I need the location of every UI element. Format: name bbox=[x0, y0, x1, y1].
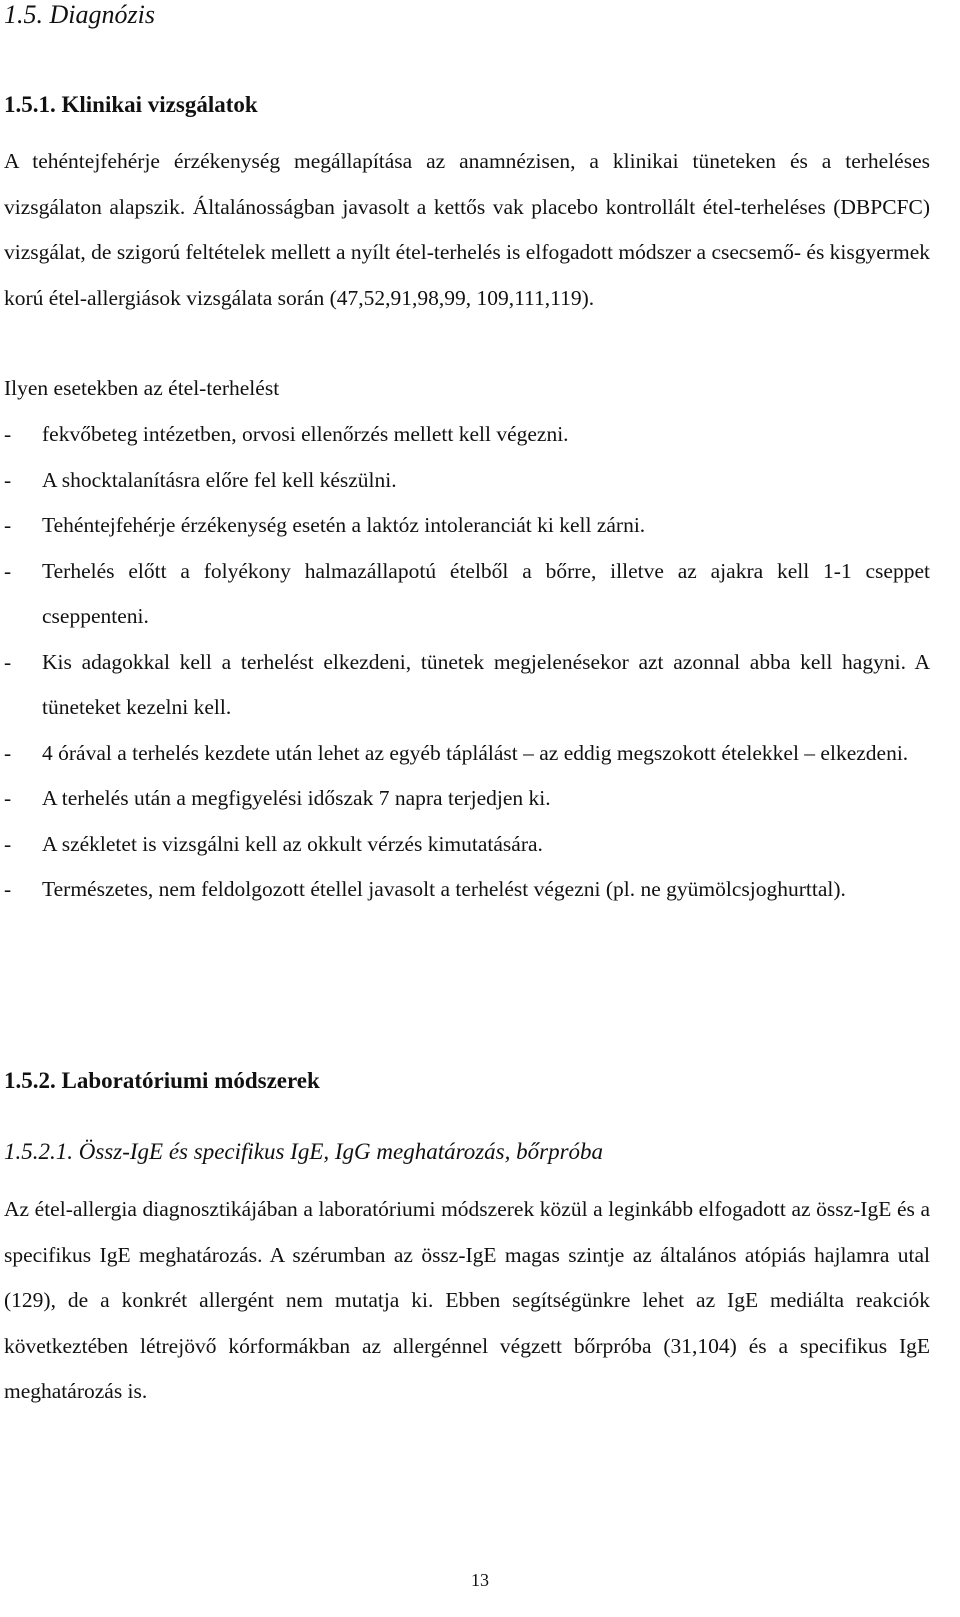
list-item bbox=[4, 412, 930, 458]
page-number: 13 bbox=[471, 1570, 489, 1590]
list-item-text: Tehéntejfehérje érzékenység esetén a laktóz intoleranciát ki kell zárni. bbox=[42, 513, 646, 537]
dash-marker: - bbox=[4, 422, 12, 446]
list-item-text: A székletet is vizsgálni kell az okkult vérzés kimutatására. bbox=[42, 831, 543, 856]
list-item bbox=[4, 503, 930, 549]
dash-marker: - bbox=[4, 831, 12, 856]
dash-marker: - bbox=[4, 467, 12, 492]
list-item-text: Kis adagokkal kell a terhelést elkezdeni, tünetek megjelenésekor azt azonnal abba kell hagyni. A tüneteket kezelni kell. bbox=[42, 649, 930, 719]
list-item bbox=[4, 776, 930, 822]
subsection-heading-clinical: 1.5.1. Klinikai vizsgálatok bbox=[4, 92, 258, 117]
dash-marker: - bbox=[4, 649, 12, 674]
list-item bbox=[4, 867, 930, 913]
list-item-text: 4 órával a terhelés kezdete után lehet az egyéb táplálást – az eddig megszokott ételekkel – elkezdeni. bbox=[42, 740, 909, 765]
dash-marker: - bbox=[4, 740, 12, 765]
section-heading: 1.5. Diagnózis bbox=[4, 0, 155, 29]
clinical-paragraph: A tehéntejfehérje érzékenység megállapítása az anamnézisen, a klinikai tüneteken és a terheléses vizsgálaton alapszik. Általánosságban javasolt a kettős vak placebo kontrollált étel-terheléses (DBPCFC) vizsgálat, de szigorú feltételek mellett a nyílt étel-terhelés is elfogadott módszer a csecsemő- és kisgyermek korú étel-allergiások vizsgálata során (47,52,91,98,99, 109,111,119). bbox=[4, 149, 930, 310]
list-item bbox=[4, 731, 930, 777]
list-item-text: A terhelés után a megfigyelési időszak 7 napra terjedjen ki. bbox=[42, 786, 551, 810]
subsubsection-heading-ige: 1.5.2.1. Össz-IgE és specifikus IgE, IgG meghatározás, bőrpróba bbox=[4, 1139, 604, 1164]
procedure-list bbox=[4, 412, 930, 913]
list-item-text: Természetes, nem feldolgozott étellel javasolt a terhelést végezni (pl. ne gyümölcsjoghurttal). bbox=[42, 877, 846, 901]
list-item-text: A shocktalanításra előre fel kell készülni. bbox=[42, 467, 397, 492]
list-item-text: Terhelés előtt a folyékony halmazállapotú ételből a bőrre, illetve az ajakra kell 1-1 cseppet cseppenteni. bbox=[42, 558, 930, 628]
lab-paragraph: Az étel-allergia diagnosztikájában a laboratóriumi módszerek közül a leginkább elfogadott az össz-IgE és a specifikus IgE meghatározás. A szérumban az össz-IgE magas szintje az általános atópiás hajlamra utal (129), de a konkrét allergént nem mutatja ki. Ebben segítségünkre lehet az IgE mediálta reakciók következtében létrejövő kórformákban az allergénnel végzett bőrpróba (31,104) és a specifikus IgE meghatározás is. bbox=[4, 1197, 930, 1403]
dash-marker: - bbox=[4, 786, 12, 810]
list-item bbox=[4, 640, 930, 731]
list-intro: Ilyen esetekben az étel-terhelést bbox=[4, 376, 280, 400]
dash-marker: - bbox=[4, 877, 12, 901]
dash-marker: - bbox=[4, 513, 12, 537]
list-item-text: fekvőbeteg intézetben, orvosi ellenőrzés mellett kell végezni. bbox=[42, 422, 569, 446]
list-item bbox=[4, 458, 930, 504]
list-item bbox=[4, 549, 930, 640]
dash-marker: - bbox=[4, 558, 12, 583]
list-item bbox=[4, 822, 930, 868]
subsection-heading-lab: 1.5.2. Laboratóriumi módszerek bbox=[4, 1068, 320, 1093]
